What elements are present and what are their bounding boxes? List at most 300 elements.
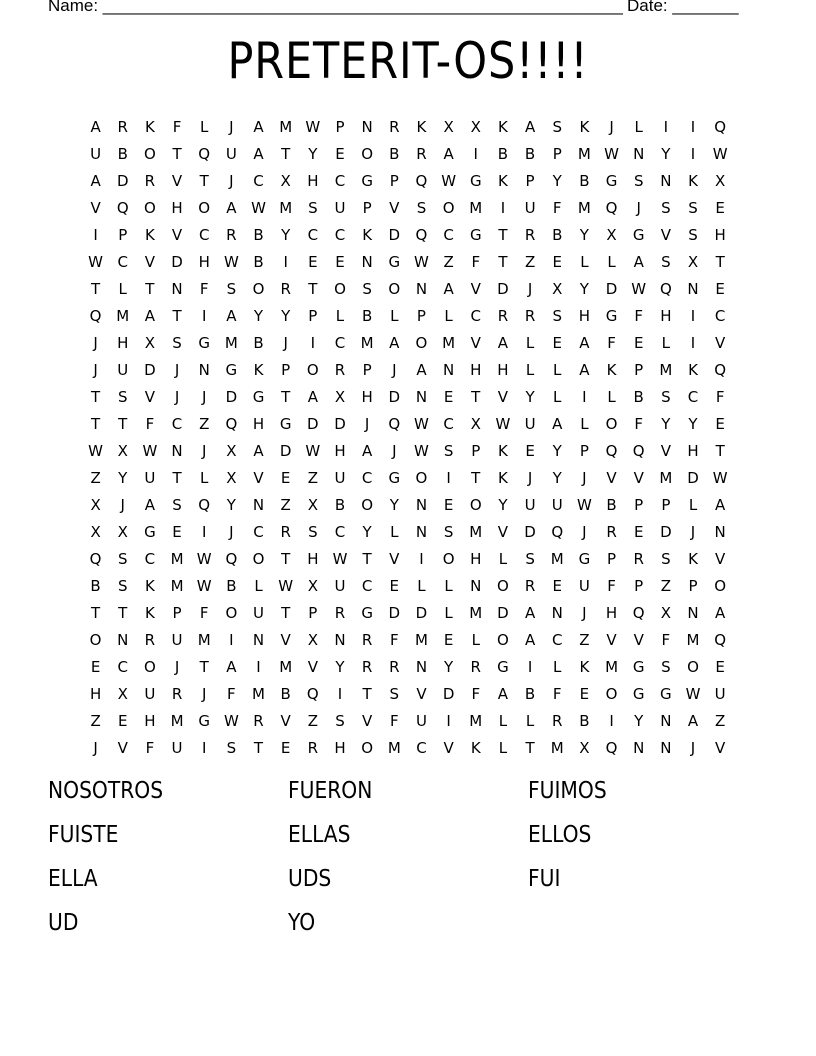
grid-letter: J bbox=[174, 657, 180, 676]
grid-letter: T bbox=[253, 738, 264, 757]
grid-letter: G bbox=[632, 657, 645, 676]
grid-letter: V bbox=[660, 225, 671, 244]
grid-letter: J bbox=[527, 468, 533, 487]
grid-letter: P bbox=[634, 360, 644, 379]
grid-row bbox=[82, 437, 734, 464]
grid-letter: M bbox=[469, 522, 483, 541]
grid-letter: D bbox=[660, 522, 672, 541]
grid-letter: L bbox=[553, 387, 562, 406]
grid-letter: A bbox=[226, 306, 237, 325]
grid-letter: U bbox=[524, 198, 536, 217]
grid-letter: Q bbox=[225, 414, 238, 433]
grid-letter: I bbox=[582, 387, 587, 406]
grid-letter: N bbox=[442, 360, 455, 379]
grid-letter: T bbox=[172, 468, 182, 487]
grid-letter: V bbox=[362, 711, 373, 730]
grid-letter: E bbox=[335, 252, 345, 271]
grid-letter: J bbox=[93, 333, 98, 352]
grid-letter: L bbox=[688, 495, 698, 514]
grid-letter: I bbox=[500, 198, 506, 217]
grid-letter: V bbox=[443, 738, 454, 757]
grid-row bbox=[82, 464, 734, 491]
grid-letter: W bbox=[223, 252, 239, 271]
grid-letter: N bbox=[633, 738, 645, 757]
grid-letter: M bbox=[197, 630, 211, 649]
grid-letter: Y bbox=[552, 468, 562, 487]
grid-letter: A bbox=[307, 387, 318, 406]
grid-letter: E bbox=[308, 252, 318, 271]
grid-letter: O bbox=[687, 657, 699, 676]
grid-letter: E bbox=[443, 387, 454, 406]
grid-letter: T bbox=[498, 225, 508, 244]
grid-letter: L bbox=[390, 306, 399, 325]
grid-letter: O bbox=[252, 549, 265, 568]
grid-letter: S bbox=[335, 711, 345, 730]
grid-letter: O bbox=[415, 468, 428, 487]
grid-letter: R bbox=[334, 603, 346, 622]
grid-letter: E bbox=[552, 333, 562, 352]
grid-letter: K bbox=[498, 117, 508, 136]
grid-letter: U bbox=[415, 711, 427, 730]
grid-letter: W bbox=[685, 684, 701, 703]
grid-letter: D bbox=[334, 414, 346, 433]
grid-letter: Q bbox=[659, 279, 672, 298]
grid-letter: A bbox=[579, 333, 590, 352]
grid-letter: S bbox=[661, 252, 671, 271]
grid-letter: W bbox=[414, 441, 429, 460]
grid-letter: F bbox=[471, 252, 481, 271]
grid-letter: M bbox=[170, 576, 184, 595]
grid-letter: F bbox=[172, 117, 182, 136]
grid-letter: S bbox=[661, 657, 671, 676]
grid-letter: I bbox=[609, 711, 614, 730]
grid-letter: C bbox=[443, 414, 454, 433]
grid-letter: O bbox=[415, 333, 428, 352]
grid-letter: H bbox=[252, 414, 265, 433]
grid-letter: R bbox=[389, 117, 400, 136]
grid-letter: K bbox=[688, 360, 698, 379]
grid-letter: F bbox=[607, 576, 616, 595]
grid-letter: V bbox=[715, 549, 726, 568]
grid-letter: W bbox=[88, 441, 103, 460]
grid-letter: I bbox=[690, 117, 696, 136]
grid-letter: S bbox=[389, 684, 400, 703]
grid-letter: P bbox=[172, 603, 182, 622]
grid-letter: Q bbox=[306, 684, 319, 703]
grid-letter: W bbox=[223, 711, 239, 730]
grid-letter: N bbox=[660, 171, 672, 190]
grid-letter: G bbox=[225, 360, 238, 379]
grid-letter: N bbox=[171, 441, 183, 460]
grid-letter: Z bbox=[443, 252, 454, 271]
grid-letter: W bbox=[576, 495, 592, 514]
grid-letter: S bbox=[308, 522, 318, 541]
grid-letter: Z bbox=[579, 630, 590, 649]
grid-letter: K bbox=[362, 225, 373, 244]
grid-letter: M bbox=[387, 738, 401, 757]
grid-letter: Y bbox=[634, 711, 644, 730]
grid-letter: N bbox=[551, 603, 563, 622]
grid-letter: N bbox=[415, 657, 428, 676]
grid-letter: Z bbox=[90, 468, 101, 487]
grid-letter: E bbox=[715, 657, 725, 676]
grid-letter: L bbox=[498, 549, 508, 568]
grid-letter: S bbox=[525, 549, 535, 568]
grid-letter: P bbox=[525, 171, 535, 190]
grid-row bbox=[82, 680, 734, 707]
grid-letter: Z bbox=[524, 252, 536, 271]
grid-letter: Z bbox=[199, 414, 210, 433]
grid-letter: U bbox=[714, 684, 726, 703]
grid-letter: V bbox=[606, 468, 617, 487]
grid-letter: S bbox=[443, 441, 454, 460]
grid-letter: V bbox=[117, 738, 128, 757]
grid-letter: E bbox=[715, 198, 725, 217]
word-bank bbox=[48, 778, 768, 936]
grid-letter: W bbox=[604, 144, 619, 163]
grid-letter: L bbox=[553, 360, 562, 379]
grid-letter: M bbox=[659, 360, 673, 379]
grid-letter: L bbox=[607, 252, 616, 271]
grid-letter: F bbox=[552, 684, 562, 703]
grid-letter: I bbox=[690, 306, 696, 325]
grid-letter: F bbox=[661, 630, 671, 649]
grid-letter: Y bbox=[661, 414, 671, 433]
grid-letter: O bbox=[361, 144, 374, 163]
grid-letter: I bbox=[256, 657, 261, 676]
grid-letter: R bbox=[144, 171, 156, 190]
grid-letter: Q bbox=[116, 198, 129, 217]
grid-letter: V bbox=[470, 279, 481, 298]
grid-letter: P bbox=[552, 144, 562, 163]
grid-letter: G bbox=[198, 333, 211, 352]
grid-letter: E bbox=[117, 711, 128, 730]
grid-letter: T bbox=[172, 144, 182, 163]
grid-letter: O bbox=[361, 495, 374, 514]
grid-letter: F bbox=[634, 414, 644, 433]
grid-letter: Q bbox=[198, 495, 211, 514]
grid-letter: C bbox=[198, 225, 210, 244]
grid-letter: K bbox=[498, 171, 508, 190]
grid-letter: D bbox=[388, 603, 401, 622]
grid-letter: N bbox=[171, 279, 183, 298]
grid-letter: X bbox=[117, 684, 128, 703]
grid-letter: M bbox=[605, 657, 619, 676]
grid-letter: Y bbox=[498, 495, 508, 514]
grid-letter: I bbox=[419, 549, 424, 568]
grid-letter: B bbox=[90, 576, 101, 595]
grid-letter: D bbox=[171, 252, 183, 271]
grid-letter: X bbox=[90, 522, 101, 541]
grid-letter: K bbox=[579, 117, 590, 136]
grid-letter: X bbox=[579, 738, 590, 757]
grid-letter: U bbox=[334, 576, 346, 595]
grid-letter: R bbox=[307, 738, 319, 757]
grid-letter: S bbox=[416, 198, 427, 217]
grid-letter: S bbox=[661, 549, 671, 568]
grid-letter: C bbox=[171, 414, 183, 433]
grid-letter: A bbox=[253, 144, 264, 163]
grid-letter: U bbox=[117, 360, 129, 379]
grid-letter: N bbox=[361, 252, 373, 271]
grid-letter: G bbox=[497, 657, 509, 676]
grid-letter: O bbox=[334, 279, 346, 298]
grid-letter: A bbox=[253, 117, 264, 136]
grid-letter: F bbox=[471, 684, 481, 703]
grid-row bbox=[82, 356, 734, 383]
grid-letter: J bbox=[582, 603, 587, 622]
grid-letter: O bbox=[442, 549, 455, 568]
grid-letter: I bbox=[201, 522, 207, 541]
grid-letter: N bbox=[687, 279, 699, 298]
grid-letter: H bbox=[307, 549, 319, 568]
grid-row bbox=[82, 572, 734, 599]
grid-letter: V bbox=[307, 657, 318, 676]
grid-letter: V bbox=[497, 522, 509, 541]
grid-letter: T bbox=[471, 387, 481, 406]
grid-letter: E bbox=[443, 630, 454, 649]
grid-letter: D bbox=[388, 225, 401, 244]
page-title: PRETERIT-OS!!!! bbox=[227, 32, 589, 90]
grid-letter: F bbox=[199, 603, 209, 622]
grid-letter: A bbox=[524, 630, 536, 649]
grid-letter: M bbox=[469, 711, 483, 730]
grid-letter: M bbox=[550, 738, 564, 757]
grid-letter: J bbox=[174, 387, 180, 406]
grid-letter: A bbox=[524, 603, 536, 622]
grid-letter: K bbox=[144, 603, 155, 622]
grid-letter: D bbox=[144, 360, 156, 379]
word-bank-item: UDS bbox=[288, 866, 332, 892]
grid-letter: G bbox=[198, 711, 211, 730]
grid-letter: D bbox=[307, 414, 319, 433]
grid-letter: T bbox=[199, 171, 209, 190]
grid-letter: P bbox=[634, 576, 644, 595]
grid-letter: R bbox=[361, 657, 373, 676]
grid-letter: A bbox=[497, 333, 509, 352]
grid-letter: T bbox=[90, 603, 101, 622]
grid-letter: O bbox=[442, 198, 455, 217]
grid-letter: E bbox=[552, 576, 562, 595]
grid-letter: Z bbox=[280, 495, 291, 514]
grid-letter: W bbox=[305, 117, 321, 136]
grid-letter: M bbox=[659, 468, 673, 487]
grid-letter: Z bbox=[307, 711, 318, 730]
grid-letter: O bbox=[497, 630, 509, 649]
grid-letter: J bbox=[120, 495, 125, 514]
grid-letter: V bbox=[144, 387, 156, 406]
grid-letter: C bbox=[117, 657, 128, 676]
grid-letter: Y bbox=[661, 144, 671, 163]
grid-letter: N bbox=[687, 603, 699, 622]
grid-letter: J bbox=[229, 117, 234, 136]
grid-letter: I bbox=[283, 252, 288, 271]
grid-letter: Q bbox=[415, 225, 428, 244]
grid-letter: W bbox=[414, 414, 429, 433]
grid-letter: I bbox=[446, 468, 451, 487]
grid-letter: W bbox=[278, 576, 294, 595]
grid-letter: C bbox=[334, 522, 346, 541]
grid-letter: O bbox=[89, 630, 102, 649]
grid-letter: A bbox=[579, 360, 590, 379]
grid-letter: O bbox=[388, 279, 401, 298]
grid-letter: E bbox=[90, 657, 101, 676]
grid-letter: C bbox=[307, 225, 319, 244]
grid-letter: H bbox=[470, 360, 482, 379]
grid-letter: X bbox=[606, 225, 617, 244]
grid-letter: Q bbox=[632, 603, 645, 622]
grid-letter: C bbox=[361, 576, 373, 595]
grid-letter: L bbox=[335, 306, 345, 325]
grid-letter: G bbox=[279, 414, 292, 433]
grid-letter: P bbox=[118, 225, 128, 244]
grid-letter: F bbox=[634, 306, 644, 325]
grid-letter: T bbox=[715, 252, 725, 271]
grid-letter: V bbox=[633, 468, 644, 487]
grid-letter: I bbox=[473, 144, 478, 163]
grid-letter: J bbox=[229, 171, 234, 190]
grid-letter: R bbox=[226, 225, 237, 244]
grid-letter: O bbox=[252, 279, 265, 298]
grid-letter: T bbox=[90, 387, 101, 406]
grid-letter: K bbox=[498, 441, 508, 460]
grid-letter: L bbox=[525, 333, 535, 352]
grid-letter: M bbox=[414, 630, 428, 649]
grid-letter: S bbox=[552, 117, 562, 136]
grid-row bbox=[82, 248, 734, 275]
grid-letter: R bbox=[334, 360, 346, 379]
grid-letter: C bbox=[687, 387, 699, 406]
grid-letter: O bbox=[143, 657, 156, 676]
grid-letter: Y bbox=[688, 414, 698, 433]
grid-letter: N bbox=[470, 576, 482, 595]
grid-letter: H bbox=[171, 198, 183, 217]
grid-letter: X bbox=[307, 495, 318, 514]
grid-letter: K bbox=[688, 171, 698, 190]
grid-letter: N bbox=[198, 360, 210, 379]
grid-letter: H bbox=[198, 252, 210, 271]
grid-letter: E bbox=[579, 684, 590, 703]
grid-letter: X bbox=[443, 117, 454, 136]
grid-letter: B bbox=[524, 684, 536, 703]
grid-letter: J bbox=[201, 441, 207, 460]
grid-letter: L bbox=[200, 468, 209, 487]
grid-letter: T bbox=[281, 144, 291, 163]
grid-letter: E bbox=[335, 144, 345, 163]
grid-letter: P bbox=[308, 306, 318, 325]
grid-letter: B bbox=[606, 495, 617, 514]
grid-letter: K bbox=[416, 117, 427, 136]
grid-letter: R bbox=[524, 576, 536, 595]
grid-row bbox=[82, 221, 734, 248]
grid-letter: H bbox=[334, 441, 346, 460]
grid-letter: M bbox=[116, 306, 130, 325]
grid-letter: E bbox=[172, 522, 182, 541]
grid-letter: F bbox=[389, 630, 399, 649]
grid-letter: V bbox=[253, 468, 264, 487]
grid-letter: V bbox=[280, 630, 291, 649]
grid-letter: Y bbox=[579, 279, 589, 298]
grid-letter: M bbox=[279, 198, 293, 217]
grid-letter: V bbox=[171, 225, 183, 244]
grid-letter: W bbox=[251, 198, 266, 217]
grid-letter: L bbox=[200, 117, 209, 136]
grid-letter: M bbox=[686, 630, 700, 649]
grid-letter: L bbox=[580, 252, 589, 271]
grid-letter: X bbox=[470, 414, 481, 433]
grid-letter: P bbox=[607, 549, 617, 568]
grid-letter: J bbox=[609, 117, 614, 136]
grid-letter: B bbox=[253, 252, 264, 271]
grid-letter: J bbox=[93, 360, 98, 379]
grid-letter: G bbox=[605, 171, 618, 190]
grid-letter: M bbox=[170, 711, 184, 730]
grid-letter: M bbox=[442, 333, 456, 352]
grid-letter: W bbox=[332, 549, 348, 568]
grid-letter: A bbox=[90, 117, 101, 136]
grid-letter: T bbox=[281, 387, 291, 406]
grid-letter: Y bbox=[226, 495, 236, 514]
grid-letter: T bbox=[715, 441, 725, 460]
grid-letter: F bbox=[199, 279, 209, 298]
grid-letter: E bbox=[715, 414, 725, 433]
word-bank-item: YO bbox=[288, 910, 316, 936]
grid-letter: U bbox=[144, 684, 156, 703]
grid-letter: W bbox=[712, 468, 728, 487]
grid-letter: K bbox=[498, 468, 508, 487]
word-bank-item: FUISTE bbox=[48, 822, 119, 848]
grid-letter: M bbox=[279, 657, 293, 676]
grid-letter: T bbox=[308, 279, 318, 298]
grid-letter: C bbox=[117, 252, 128, 271]
grid-letter: W bbox=[712, 144, 728, 163]
grid-letter: L bbox=[444, 603, 453, 622]
grid-letter: J bbox=[229, 522, 234, 541]
grid-row bbox=[82, 302, 734, 329]
grid-letter: Q bbox=[225, 549, 238, 568]
grid-letter: E bbox=[280, 738, 291, 757]
grid-letter: X bbox=[117, 522, 128, 541]
grid-letter: B bbox=[389, 144, 400, 163]
grid-letter: J bbox=[392, 441, 397, 460]
grid-letter: T bbox=[118, 603, 128, 622]
grid-letter: Y bbox=[579, 225, 589, 244]
grid-letter: Q bbox=[714, 360, 727, 379]
grid-letter: B bbox=[524, 144, 536, 163]
grid-letter: N bbox=[633, 144, 645, 163]
grid-letter: X bbox=[90, 495, 101, 514]
grid-letter: A bbox=[633, 252, 644, 271]
grid-letter: T bbox=[145, 279, 155, 298]
grid-letter: S bbox=[226, 279, 237, 298]
grid-letter: U bbox=[334, 468, 346, 487]
grid-letter: L bbox=[498, 711, 508, 730]
grid-letter: Y bbox=[308, 144, 318, 163]
grid-letter: O bbox=[497, 576, 509, 595]
grid-letter: L bbox=[498, 738, 508, 757]
grid-letter: S bbox=[661, 387, 671, 406]
grid-letter: N bbox=[660, 738, 672, 757]
grid-letter: V bbox=[416, 684, 427, 703]
grid-letter: P bbox=[661, 495, 671, 514]
grid-letter: Q bbox=[198, 144, 211, 163]
grid-letter: G bbox=[252, 387, 265, 406]
grid-letter: J bbox=[527, 279, 533, 298]
word-bank-item: FUI bbox=[528, 866, 561, 892]
grid-letter: K bbox=[606, 360, 617, 379]
grid-letter: J bbox=[364, 414, 370, 433]
grid-letter: U bbox=[90, 144, 102, 163]
